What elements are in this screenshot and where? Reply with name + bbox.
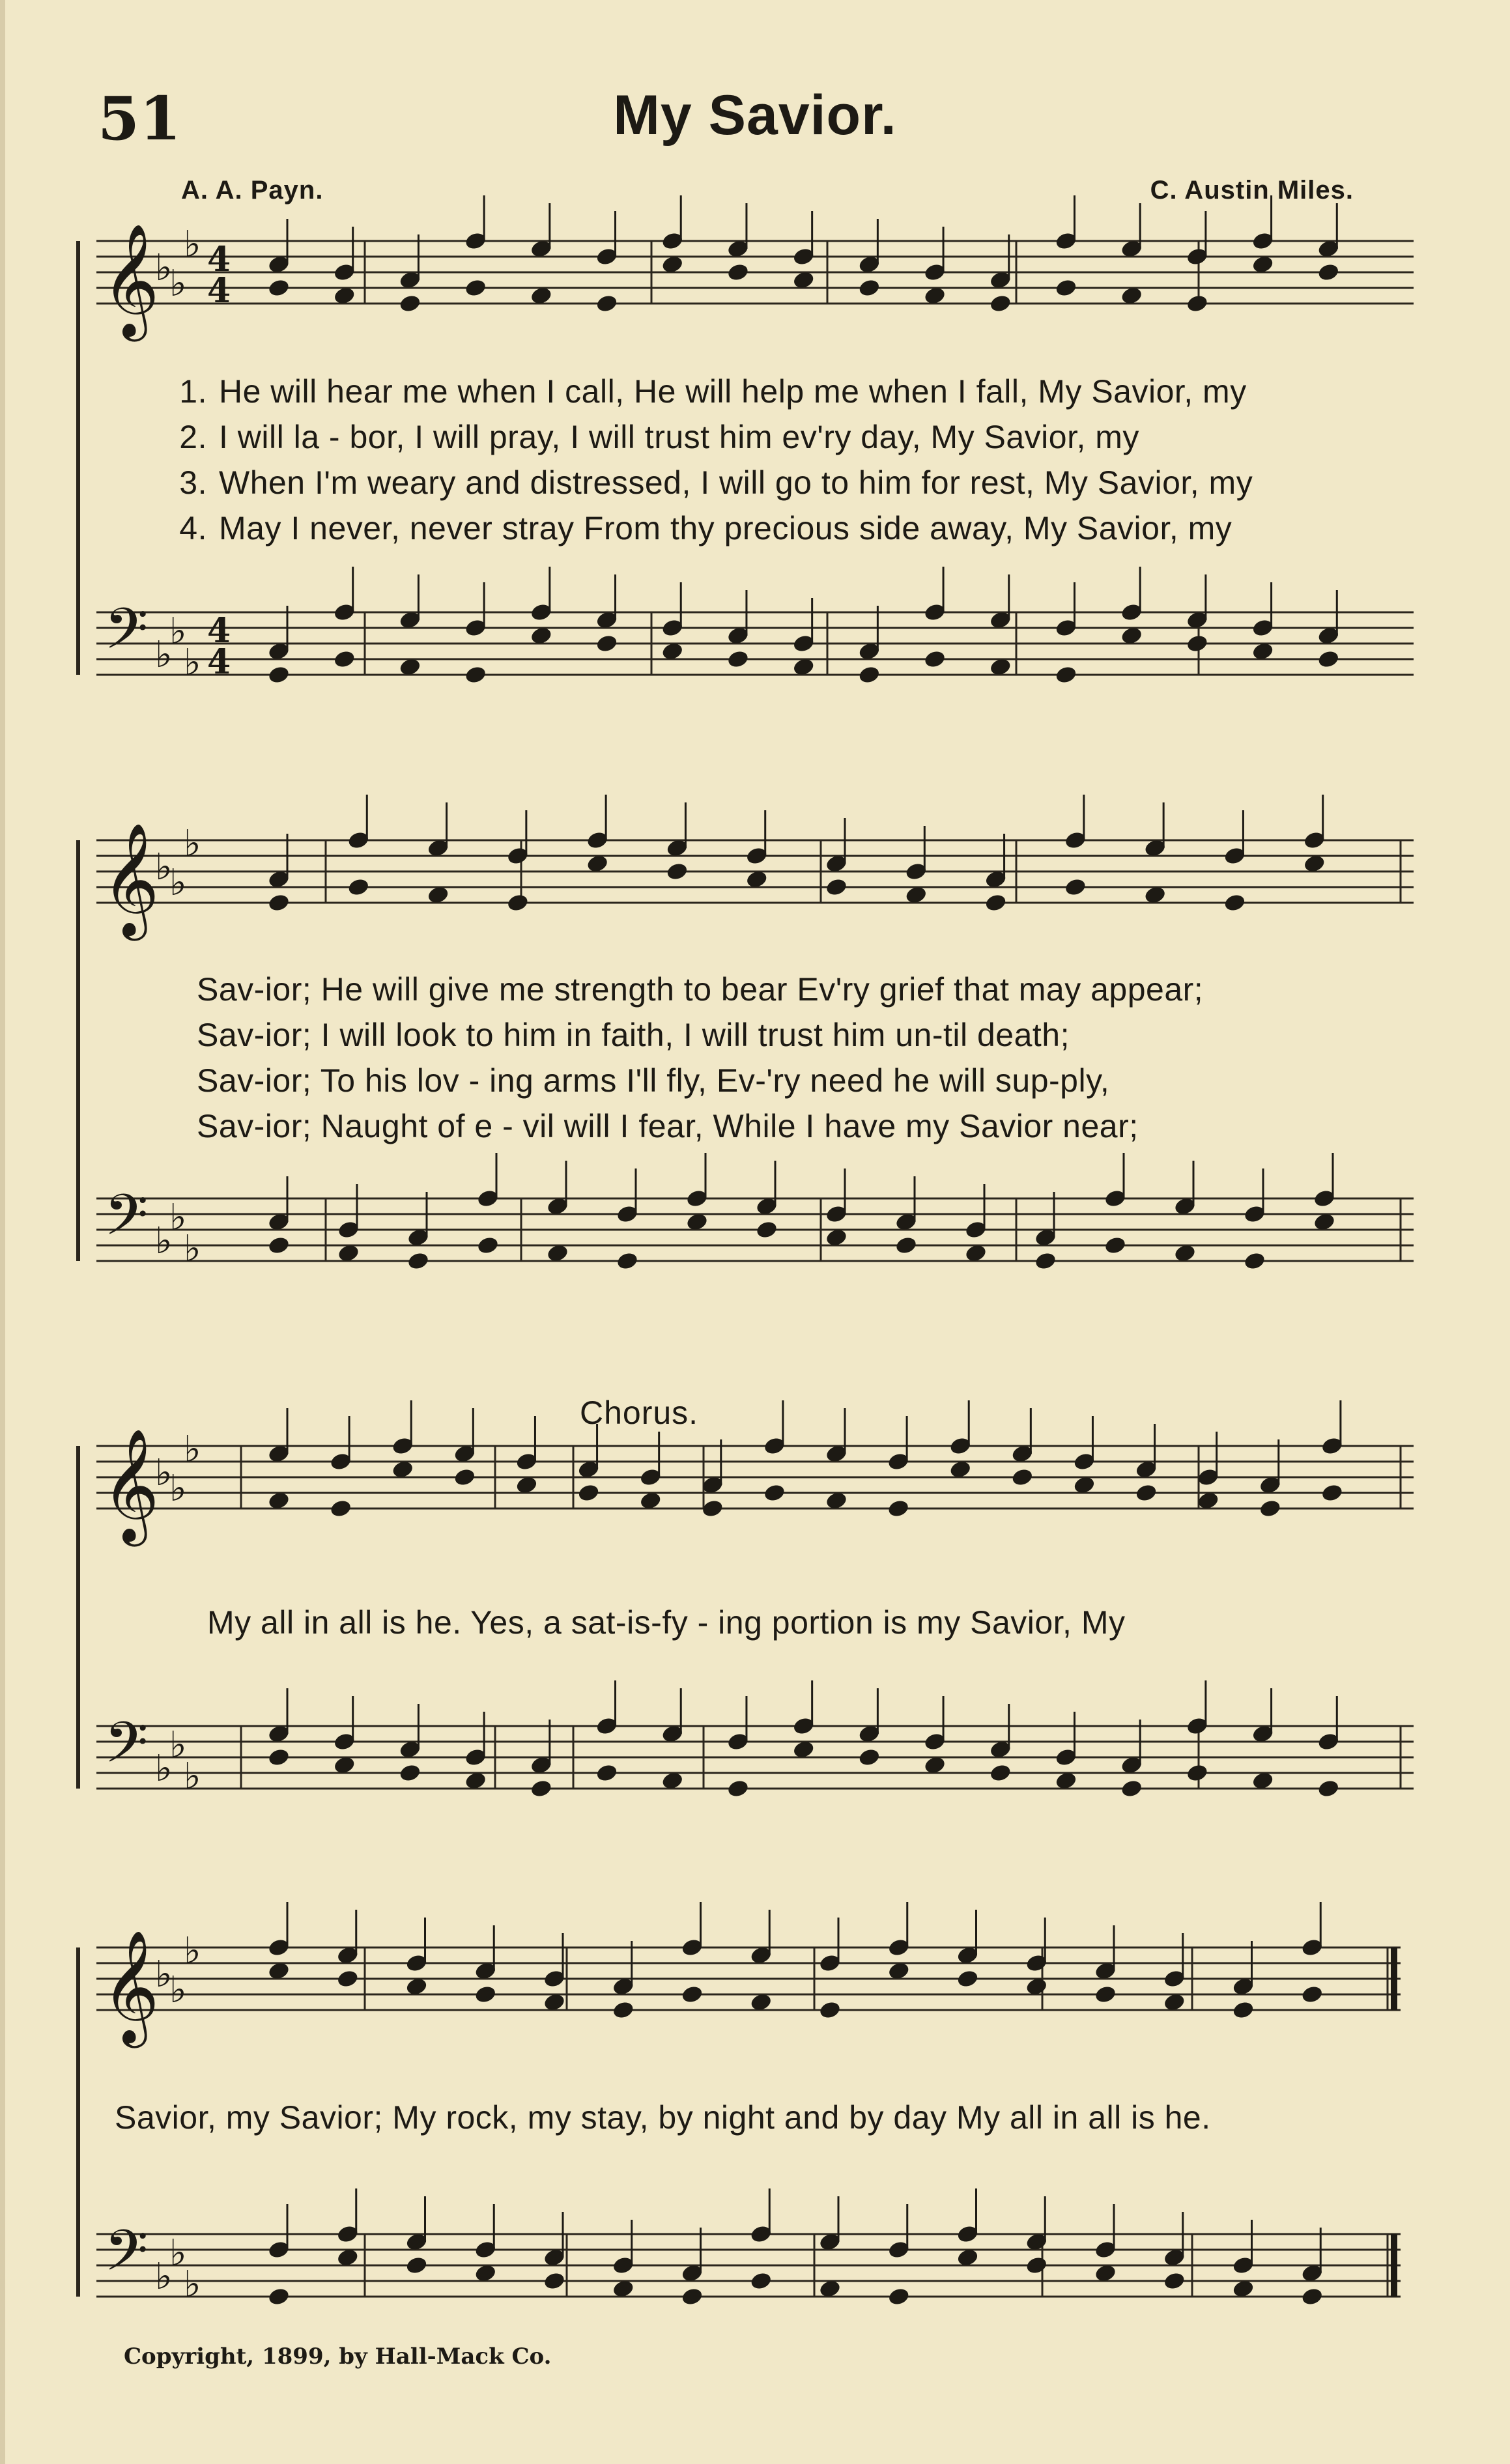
treble-note xyxy=(577,1483,601,1503)
flat-icon: ♭ xyxy=(155,1452,173,1494)
bass-note xyxy=(1317,1779,1340,1799)
treble-note xyxy=(1223,893,1247,913)
verse-text: May I never, never stray From thy precious side away, My Savior, my xyxy=(219,510,1232,546)
page-number: 51 xyxy=(98,83,182,154)
verse-cont-1: Sav-ior; He will give me strength to bear Ev'ry grief that may appear; xyxy=(197,971,1204,1008)
bass-note xyxy=(755,1220,778,1240)
treble-note xyxy=(474,1985,497,2005)
bass-clef-icon: 𝄢 xyxy=(104,596,149,675)
bass-note xyxy=(1243,1251,1266,1271)
hymn-title: My Savior. xyxy=(613,84,897,147)
bass-note xyxy=(1025,2256,1048,2276)
bass-note xyxy=(1104,1236,1127,1256)
flat-icon: ♭ xyxy=(155,1953,173,1996)
flat-icon: ♭ xyxy=(184,1428,201,1471)
bass-clef-icon: 𝄢 xyxy=(104,1710,149,1789)
treble-note xyxy=(1055,278,1078,298)
bass-note xyxy=(887,2287,911,2307)
bass-note xyxy=(595,1763,619,1783)
treble-note xyxy=(1186,294,1209,314)
treble-note xyxy=(666,862,689,882)
bass-note xyxy=(1120,1779,1143,1799)
bass-note xyxy=(406,1251,430,1271)
treble-note xyxy=(506,893,530,913)
verse-cont-2: Sav-ior; I will look to him in faith, I will trust him un-til death; xyxy=(197,1017,1070,1053)
verse-cont-4: Sav-ior; Naught of e - vil will I fear, While I have my Savior near; xyxy=(197,1108,1139,1144)
treble-note xyxy=(1094,1985,1117,2005)
bass-note xyxy=(857,1748,881,1768)
bass-note xyxy=(476,1236,500,1256)
flat-icon: ♭ xyxy=(169,610,187,653)
treble-note xyxy=(1232,2000,1255,2020)
treble-note xyxy=(612,2000,635,2020)
flat-icon: ♭ xyxy=(155,247,173,289)
bass-note xyxy=(399,1763,422,1783)
bass-note xyxy=(726,649,750,670)
bass-note xyxy=(267,1236,291,1256)
treble-note xyxy=(267,278,291,298)
treble-note xyxy=(887,1499,910,1519)
treble-note xyxy=(399,294,422,314)
treble-note xyxy=(984,893,1008,913)
bass-note xyxy=(405,2256,429,2276)
bass-note xyxy=(857,665,881,685)
treble-note xyxy=(1320,1483,1344,1503)
verse-number: 3. xyxy=(179,464,207,501)
treble-note xyxy=(1135,1483,1158,1503)
bass-note xyxy=(1163,2271,1186,2291)
treble-note xyxy=(1064,877,1087,898)
bass-note xyxy=(267,665,291,685)
treble-note xyxy=(595,294,619,314)
bass-note xyxy=(267,2287,291,2307)
verse-text: When I'm weary and distressed, I will go to him for rest, My Savior, my xyxy=(219,464,1253,501)
flat-icon: ♭ xyxy=(184,1228,201,1270)
composer-credit: C. Austin Miles. xyxy=(1150,176,1354,205)
verse-cont-3: Sav-ior; To his lov - ing arms I'll fly, Ev-'ry need he will sup-ply, xyxy=(197,1062,1110,1099)
treble-note xyxy=(1010,1467,1034,1488)
bass-note xyxy=(267,1748,291,1768)
verse-text: I will la - bor, I will pray, I will trust him ev'ry day, My Savior, my xyxy=(219,419,1139,455)
verse-line-2 xyxy=(162,418,1139,456)
flat-icon: ♭ xyxy=(155,1748,173,1790)
bass-note xyxy=(681,2287,704,2307)
treble-note xyxy=(681,1985,704,2005)
treble-note xyxy=(329,1499,352,1519)
flat-icon: ♭ xyxy=(169,1969,187,2011)
bass-note xyxy=(1034,1251,1057,1271)
flat-icon: ♭ xyxy=(155,1220,173,1262)
time-signature-top: 4 xyxy=(207,611,231,651)
chorus-line-1: My all in all is he. Yes, a sat-is-fy - ing portion is my Savior, My xyxy=(207,1604,1126,1641)
bass-note xyxy=(1317,649,1340,670)
bass-note xyxy=(530,1779,553,1799)
flat-icon: ♭ xyxy=(169,862,187,904)
verse-text: He will hear me when I call, He will help me when I fall, My Savior, my xyxy=(219,373,1247,410)
treble-note xyxy=(1317,262,1340,283)
treble-note xyxy=(1300,1985,1324,2005)
flat-icon: ♭ xyxy=(169,2232,187,2274)
flat-icon: ♭ xyxy=(184,2263,201,2306)
verse-line-3 xyxy=(162,464,1253,502)
treble-note xyxy=(818,2000,842,2020)
treble-note xyxy=(857,278,881,298)
bass-note xyxy=(989,1763,1012,1783)
chorus-line-2: Savior, my Savior; My rock, my stay, by night and by day My all in all is he. xyxy=(115,2099,1211,2136)
treble-clef-icon: 𝄞 xyxy=(102,1428,160,1542)
flat-icon: ♭ xyxy=(184,642,201,684)
flat-icon: ♭ xyxy=(184,1930,201,1972)
treble-note xyxy=(453,1467,476,1488)
time-signature-top: 4 xyxy=(207,240,231,279)
treble-note xyxy=(464,278,487,298)
bass-note xyxy=(726,1779,750,1799)
flat-icon: ♭ xyxy=(169,262,187,305)
verse-line-1 xyxy=(162,373,1247,410)
bass-note xyxy=(1186,634,1209,654)
flat-icon: ♭ xyxy=(155,846,173,888)
flat-icon: ♭ xyxy=(184,223,201,266)
treble-note xyxy=(956,1969,980,1989)
bass-note xyxy=(616,1251,639,1271)
flat-icon: ♭ xyxy=(184,823,201,865)
treble-clef-icon: 𝄞 xyxy=(102,1930,160,2043)
chorus-label: Chorus. xyxy=(580,1395,699,1431)
bass-note xyxy=(1300,2287,1324,2307)
flat-icon: ♭ xyxy=(155,2256,173,2298)
flat-icon: ♭ xyxy=(184,1755,201,1798)
bass-note xyxy=(923,649,947,670)
verse-number: 2. xyxy=(179,419,207,455)
bass-note xyxy=(595,634,619,654)
flat-icon: ♭ xyxy=(169,1467,187,1510)
bass-clef-icon: 𝄢 xyxy=(104,2218,149,2297)
lyricist-credit: A. A. Payn. xyxy=(181,176,324,205)
treble-note xyxy=(1259,1499,1282,1519)
bass-note xyxy=(543,2271,566,2291)
treble-clef-icon: 𝄞 xyxy=(102,223,160,337)
treble-note xyxy=(825,877,848,898)
bass-note xyxy=(1055,665,1078,685)
flat-icon: ♭ xyxy=(169,1724,187,1766)
bass-note xyxy=(894,1236,918,1256)
copyright-notice: Copyright, 1899, by Hall-Mack Co. xyxy=(124,2344,552,2370)
treble-note xyxy=(989,294,1012,314)
flat-icon: ♭ xyxy=(155,634,173,676)
treble-note xyxy=(267,893,291,913)
flat-icon: ♭ xyxy=(169,1197,187,1239)
bass-note xyxy=(1186,1763,1209,1783)
treble-note xyxy=(763,1483,786,1503)
verse-number: 4. xyxy=(179,510,207,546)
verse-line-4 xyxy=(162,509,1232,547)
bass-clef-icon: 𝄢 xyxy=(104,1182,149,1262)
bass-note xyxy=(464,665,487,685)
time-signature-bottom: 4 xyxy=(207,642,231,682)
treble-note xyxy=(347,877,370,898)
treble-note xyxy=(726,262,750,283)
treble-note xyxy=(336,1969,360,1989)
bass-note xyxy=(333,649,356,670)
treble-clef-icon: 𝄞 xyxy=(102,823,160,936)
time-signature-bottom: 4 xyxy=(207,271,231,311)
bass-note xyxy=(749,2271,773,2291)
verse-number: 1. xyxy=(179,373,207,410)
